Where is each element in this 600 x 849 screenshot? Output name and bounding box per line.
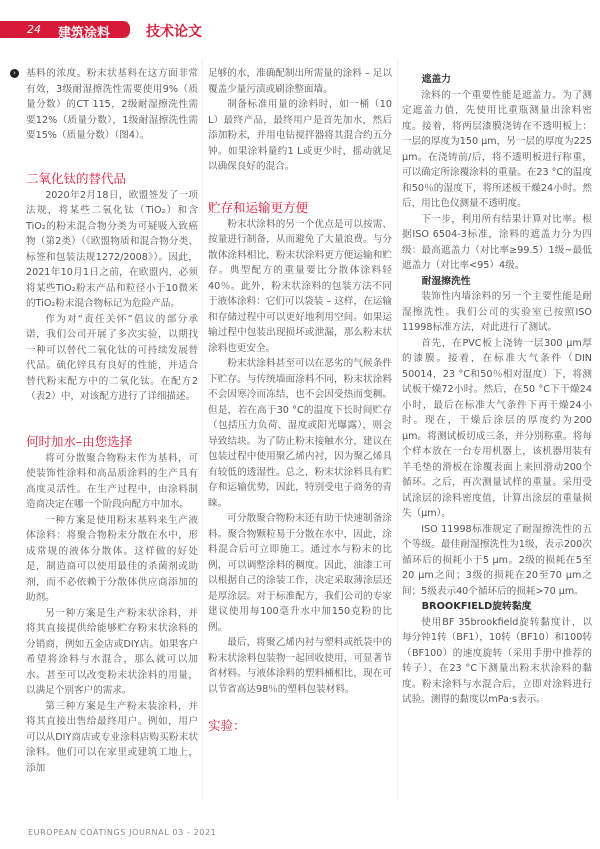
paragraph: 将可分散聚合物粉末作为基料，可使装饰性涂料和高品质涂料的生产具有高度灵活性。在生产过程中，由涂料制造商决定在哪一个阶段向配方中加水。 [26, 452, 198, 510]
paragraph: 足够的水，准确配制出所需量的涂料 – 足以覆盖少量污渍或刷涂整面墙。 [208, 68, 392, 95]
paragraph: 制备标准用量的涂料时，如一桶（10 L）最终产品，最终用户是首先加水，然后添加粉末，并用电钻搅拌器将其混合约五分钟。如果涂料量约1 L或更少时，摇动就足以确保良好的混合。 [208, 99, 392, 172]
page-number: 24 [27, 23, 41, 36]
paragraph: 最后，将聚乙烯内衬与塑料或纸袋中的粉末状涂料包装物一起回收使用，可显著节省材料。与液体涂料的塑料桶相比，现在可以节省高达98％的塑料包装材料。 [208, 637, 392, 695]
column-divider [397, 60, 398, 800]
paragraph: ISO 11998标准规定了耐湿擦洗性的五个等级。最佳耐湿擦洗性为1级，表示200次循环后的损耗小于5 μm。2级的损耗在5至20 μm之间；3级的损耗在20至70 μm之间；5级表示40个循环后的损耗>70 μm。 [402, 523, 592, 597]
paragraph: 涂料的一个重要性能是遮盖力。为了测定遮盖力值，先使用比重瓶测量出涂料密度。接着，将两层漆膜浇铸在不透明板上：一层的厚度为150 μm，另一层的厚度为225 μm。在浇铸前/后，将不透明板进行称重，可以确定所涂覆涂料的重量。在23 °C的温度和50％的湿度下，将所述板干燥24小时。然后，用比色仪测量不透明度。 [402, 89, 592, 209]
column-2 [208, 66, 392, 735]
subheading: 耐湿擦洗性 [421, 275, 471, 287]
paragraph: 粉末状涂料甚至可以在恶劣的气候条件下贮存。与传统墙面涂料不同，粉末状涂料不会因寒冷而冻结，也不会因受热而变稠。但是，若在高于30 °C的温度下长时间贮存（包括压力负荷、湿度或阳光曝露），则会导致结块。为了防止粉末接触水分，建议在包装过程中使用聚乙烯内衬，因为聚乙烯具有较低的透湿性。总之，粉末状涂料具有贮存和运输优势，因此，特别受电子商务的青睐。 [208, 358, 392, 509]
paragraph: 基料的浓度。粉末状基料在这方面非常有效，3级耐湿擦洗性需要使用9%（质量分数）的CT 115，2级耐湿擦洗性需要12%（质量分数），1级耐湿擦洗性需要15%（质量分数）（图4）。 [26, 68, 198, 141]
section-heading: 贮存和运输更方便 [208, 199, 309, 215]
paragraph: 粉末状涂料的另一个优点是可以按需、按量进行制备，从而避免了大量浪费。与分散体涂料相比，粉末状涂料更方便运输和贮存。典型配方的重量要比分散体涂料轻40％。此外，粉末状涂料的包装方法不同于液体涂料：它们可以袋装 – 这样，在运输和存储过程中可以更好地利用空间。如果运输过程中包装出现损坏或泄漏，那么粉末状涂料也更安全。 [208, 218, 392, 354]
paragraph: 另一种方案是生产粉末状涂料，并将其直接提供给能够贮存粉末状涂料的分销商，例如五金店或DIY店。如果客户希望将涂料与水混合，那么就可以加水。甚至可以改变粉末状涂料的用量，以满足个别客户的需求。 [26, 607, 198, 696]
section-heading: 何时加水–由您选择 [26, 433, 133, 449]
bullet-arrow-icon: › [10, 69, 19, 78]
paragraph: 下一步，利用所有结果计算对比率。根据ISO 6504-3标准，涂料的遮盖力分为四级：最高遮盖力（对比率≥99.5）1级~最低遮盖力（对比率<95）4级。 [402, 213, 592, 271]
paragraph: 一种方案是使用粉末基料来生产液体涂料：将聚合物粉末分散在水中，形成常规的液体分散体。这样做的好处是，制造商可以使用最佳的杀菌剂或助剂，而不必依赖于分散体供应商添加的助剂。 [26, 514, 198, 603]
section-title: 技术论文 [146, 24, 202, 40]
paragraph: 使用BF 35brookfield旋转黏度计，以每分钟1转（BF1），10转（BF10）和100转（BF100）的速度旋转（采用手册中推荐的转子），在23 °C下测量出粉末状涂料的黏度。粉末涂料与水混合后，立即对涂料进行试验。测得的黏度以mPa·s表示。 [402, 616, 592, 705]
subheading: 遮盖力 [421, 74, 451, 85]
column-3 [402, 72, 592, 708]
paragraph: 首先，在PVC板上浇铸一层300 μm厚的漆膜。接着，在标准大气条件（DIN 50014，23 °C和50％相对湿度）下，将测试板干燥72小时。然后，在50 °C下干燥24小时，最后在标准大气条件下再干燥24小时。现在，干燥后涂层的厚度约为200 μm。将测试板切成三条，并分别称重。将每个样本放在一台专用机器上，该机器用装有羊毛垫的滑板在涂覆表面上来回滑动200个循环。之后，再次测量试样的重量。采用受试涂层的涂料密度值，计算出涂层的重量损失（μm）。 [402, 337, 592, 519]
paragraph: 第三种方案是生产粉末装涂料，并将其直接出售给最终用户。例如，用户可以从DIY商店或专业涂料店购买粉末状涂料。他们可以在家里或建筑工地上，添加 [26, 700, 198, 774]
paragraph: 装饰性内墙涂料的另一个主要性能是耐湿擦洗性。我们公司的实验室已按照ISO 11998标准方法，对此进行了测试。 [402, 291, 592, 333]
magazine-name: 建筑涂料 [58, 26, 111, 41]
paragraph: 作为对“责任关怀”倡议的部分承诺，我们公司开展了多次实验，以期找一种可以替代二氧化钛的可持续发展替代品。硫化锌具有良好的性能，并适合替代粉末配方中的二氧化钛。在配方2（表2）中，对该配方进行了详细描述。 [26, 313, 198, 402]
section-heading: 二氧化钛的替代品 [26, 170, 127, 186]
column-1 [26, 66, 198, 776]
column-divider [202, 60, 203, 800]
paragraph: 可分散聚合物粉末还有助于快速制备涂料。聚合物颗粒易于分散在水中，因此，涂料混合后可立即施工。通过水与粉末的比例，可以调整涂料的稠度。因此，油漆工可以根据自己的涂装工作，决定采取薄涂层还是厚涂层。对于标准配方，我们公司的专家建议使用每100毫升水中加150克粉的比例。 [208, 513, 392, 633]
paragraph: 2020年2月18日，欧盟签发了一项法规，将某些二氧化钛（TiO₂）和含TiO₂的粉末混合物分类为可疑吸入致癌物（第2类）（《欧盟物质和混合物分类、标签和包装法规1272/2008》）。因此，2021年10月1日之前，在欧盟内，必须将某些TiO₂粉末产品和粒径小于10微米的TiO₂粉末混合物标记为危险产品。 [26, 189, 198, 309]
footer-journal: EUROPEAN COATINGS JOURNAL 03 - 2021 [28, 828, 217, 837]
subheading: BROOKFIELD旋转黏度 [421, 601, 532, 612]
section-heading: 实验： [208, 718, 246, 733]
